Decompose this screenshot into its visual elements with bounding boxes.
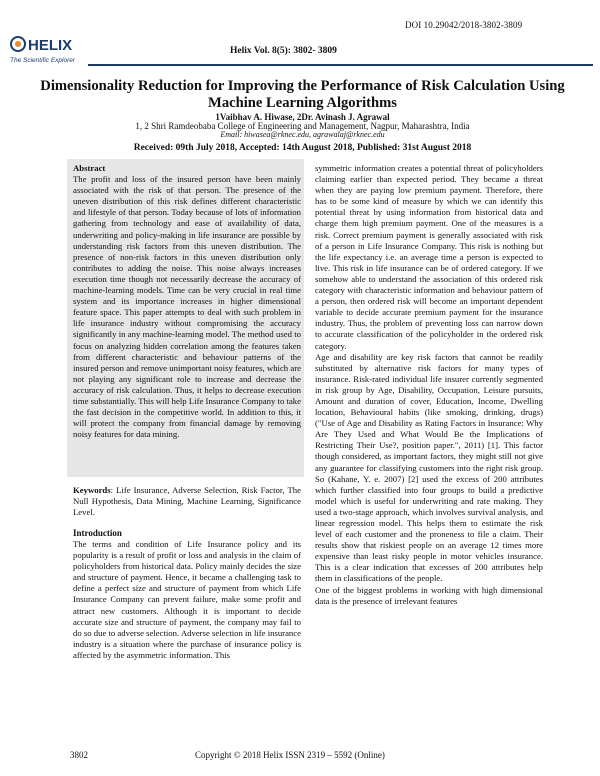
right-paragraph-1: symmetric information creates a potential threat of policyholders claiming earlier than expected period. They became a threat when they are paying low premium payment. Therefore, there has to be some kind of measure by which we can identify this potential threat by using information from historical data and charge them high premium payment. One of the measures is a risk. Correct premium payment is generally associated with risk of a person in Life Insurance Company. This risk is nothing but the life expectancy i.e. an average time a person is expected to live. This risk in life insurance can be of ordered category. If we somehow able to understand the association of this ordered risk category with characteristic information and behaviour pattern of a person, then ordered risk will become an important dependent variable to decide accurate premium payment for the insurance industry. Thus, the problem of preventing loss can narrow down to accurate classification of the policyholder in the ordered risk category. [315, 163, 543, 351]
helix-logo [8, 34, 88, 68]
right-column [315, 163, 543, 607]
introduction-text: The terms and condition of Life Insurance policy and its popularity is a result of profit or loss and analysis in the claim of policyholders from historical data. Policy mainly decides the size and structure of payment. Hence, it became a challenging task to define a perfect size and structure of payment from which Life Insurance Company can prevent failure, make some profit and attract new customers. Although it is important to decide accurate size and structure of payment, the company may fail to do so due to adverse selection. Adverse selection in life insurance industry is a situation where the purchase of insurance policy is affected by the asymmetric information. This [73, 539, 301, 660]
header-divider [88, 64, 593, 66]
introduction-heading: Introduction [73, 528, 122, 538]
abstract-section [73, 163, 301, 440]
keywords-section [73, 485, 301, 518]
volume-text: Helix Vol. 8(5): 3802- 3809 [230, 46, 337, 56]
keywords-label: Keywords [73, 485, 111, 495]
abstract-heading: Abstract [73, 163, 106, 173]
paper-authors: 1Vaibhav A. Hiwase, 2Dr. Avinash J. Agrawal [215, 112, 390, 122]
page-number: 3802 [70, 750, 88, 760]
copyright-text: Copyright © 2018 Helix ISSN 2319 – 5592 (Online) [195, 750, 385, 760]
paper-title: Dimensionality Reduction for Improving the Performance of Risk Calculation Using Machine Learning Algorithms [40, 78, 565, 111]
doi-text: DOI 10.29042/2018-3802-3809 [405, 20, 523, 30]
logo-name: HELIX [28, 37, 73, 54]
paper-email: Email: hiwasea@rknec.edu, agrawalaj@rknec.edu [220, 130, 385, 139]
abstract-text: The profit and loss of the insured person have been mainly associated with the risk of that person. The presence of the uneven distribution of this risk defines different characteristic and lifestyle of that person. Today because of lots of information gathering from technology and ease of availability of data, underwriting and policy-making in life insurance are possible by understanding risk factors from this uneven distribution. The presence of non-risk factors in this uneven distribution only contributes to adding the noise. This noise always increases execution time though not necessarily decrease the accuracy of machine-learning models. Time can be very crucial in real time system and its importance increases in higher dimensional feature space. This paper attempts to deal with such problem in life insurance industry without compromising the accuracy significantly in any machine-learning model. The method used to focus on analyzing hidden correlation among the features taken from different characteristic and behaviour patterns of the insured person and remove unimportant noisy features, which are not playing any significant role to increase and decrease the accuracy of risk calculation. Thus, it helps to decrease execution time substantially. This will help Life Insurance Company to take the fast decision in the competitive world. In addition to this, it will protect the company from financial damage by removing noisy features for data mining. [73, 174, 301, 440]
keywords-text: : Life Insurance, Adverse Selection, Risk Factor, The Null Hypothesis, Data Mining, Machine Learning, Significance Level. [73, 485, 301, 518]
logo-tagline: The Scientific Explorer [10, 57, 76, 64]
right-paragraph-2: Age and disability are key risk factors that cannot be readily substituted by alternative risk factors for many types of insurance. Risk-rated individual life insurer currently segmented in risk group by Age, Disability, Occupation, Leisure pursuits, Amount and duration of cover, Education, Income, Dwelling location, Behavioural habits (like smoking, drinking, drugs) ("Use of Age and Disability as Rating Factors in Insurance: Why Are They Used and What Would Be the Implications of Restricting Their Use?, position paper.", 2011) [1]. This factor though considered, as important factors, they might still not give any guarantee for classifying customers into the right risk group. So (Kahane, Y. e. 2007) [2] used the excess of 200 attributes which further classified into four groups to build a predictive model which is useful for underwriting and rate making. They used a two-stage approach, which involves survival analysis, and linear regression model. This helps them to estimate the risk level of each customer and the proneness to file a claim. Their results show that riskiest people on an average 12 times more expensive than least risky people in motor vehicles insurance. This is a clear indication that excesses of 200 attributes help them in classifications of the people. [315, 351, 543, 584]
paper-affiliation: 1, 2 Shri Ramdeobaba College of Engineering and Management, Nagpur, Maharashtra, India [135, 121, 470, 131]
received-dates: Received: 09th July 2018, Accepted: 14th August 2018, Published: 31st August 2018 [133, 143, 472, 153]
right-paragraph-3: One of the biggest problems in working with high dimensional data is the presence of irrelevant features [315, 584, 543, 606]
